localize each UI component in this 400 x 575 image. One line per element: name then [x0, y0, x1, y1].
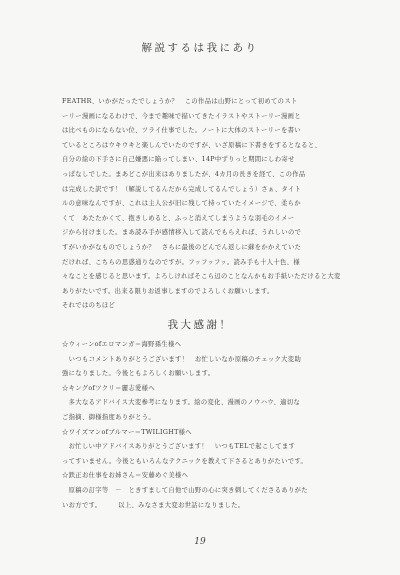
essay-line: ありがたいです。出来る限りお返事しますのでよろしくお願いします。 [62, 287, 274, 295]
thanks-line: ってすいません。今後ともいろんなテクニックを教えて下さるとありがたいです。 [62, 457, 308, 465]
essay-line: は完成した訳です！（解説してるんだから完成してるんでしょう）さぁ、タイト [62, 185, 302, 193]
thanks-line: ☆鉄正お仕事をお姉さん＝安藤めぐ美様へ [62, 472, 189, 480]
thanks-line: お忙しい中アドバイスありがとうございます！ いつもTELで起こしてます [62, 443, 296, 451]
essay-line: だければ、こちらの思惑通りなのですが。フッフッフッ。読み手も十人十色、様 [62, 258, 300, 266]
thanks-line: 多大なるアドバイス大変参考になります。絵の変化、漫画のノウハウ、適切な [62, 399, 301, 407]
essay-line: 々なことを感じると思います。よろしければそこら辺のことなんかもお手紙いただけると大変 [62, 273, 341, 281]
thanks-line: ご指摘、御様指度ありがとう。 [62, 413, 156, 421]
essay-line: ルの意味なんですが、これは主人公が旧に残して持っていたイメージで、柔らか [62, 200, 301, 208]
essay-line: 自分の絵の下手さに自己嫌悪に陥ってしまい、14P中ずりっと期間にしわ寄せ [62, 156, 295, 164]
thanks-line: ☆ウィーンofエロマンガ＝海野孫生様へ [62, 341, 182, 348]
thanks-title: 我大感謝！ [167, 319, 233, 331]
essay-closing: それではのちほど [62, 302, 116, 310]
essay-line: すがいかがなものでしょうか？ さらに最後のどんでん返しに蘇をかかえていた [62, 243, 302, 251]
thanks-line: 強になりました。今後ともよろしくお願いします。 [62, 370, 215, 378]
essay-line: っぱなしでした。まあどこが出来はありましたが、4カ月の長きを経て、この作品 [62, 170, 306, 178]
essay-line: FEATHR、いかがだったでしょうか？ この作品は山野にとって初めてのスト [62, 98, 298, 105]
essay-line: ジから付けました。まあ読み手が感情移入して読んでもらえれば、うれしいので [62, 229, 302, 237]
page-number: 19 [194, 537, 206, 547]
essay-line: ているところはウキウキと楽しんでいたのですが、いざ原稿に下書きをするとなると、 [62, 141, 322, 149]
thanks-line: ☆ワイズマンofブルマー＝TWILIGHT様へ [62, 428, 192, 436]
thanks-line: ☆キングofツクリ＝麗志愛様へ [62, 384, 155, 392]
thanks-line: 原稿の訂字等 － ときすまして自他で山野の心に突き刺してくださるありがた [62, 486, 308, 494]
thanks-body [62, 338, 362, 513]
thanks-line: いつもコメントありがとうございます！ お忙しいなか原稿のチェック大変助 [62, 355, 302, 363]
essay-line: ーリー漫画になるわけで、今まで趣味で描いてきたイラストやストーリー漫画と [62, 112, 301, 120]
essay-line: は比べものにならない位、ツライ仕事でした。ノートに大体のストーリーを書い [62, 127, 301, 135]
essay-line: くて あたたかくて、抱きしめると、ふっと消えてしまうような羽毛のイメー [62, 214, 295, 222]
essay-title: 解説するは我にあり [141, 42, 259, 54]
essay-body [62, 95, 362, 314]
thanks-line: いお方です。 以上、みなさま大変お世話になりました。 [62, 501, 245, 509]
